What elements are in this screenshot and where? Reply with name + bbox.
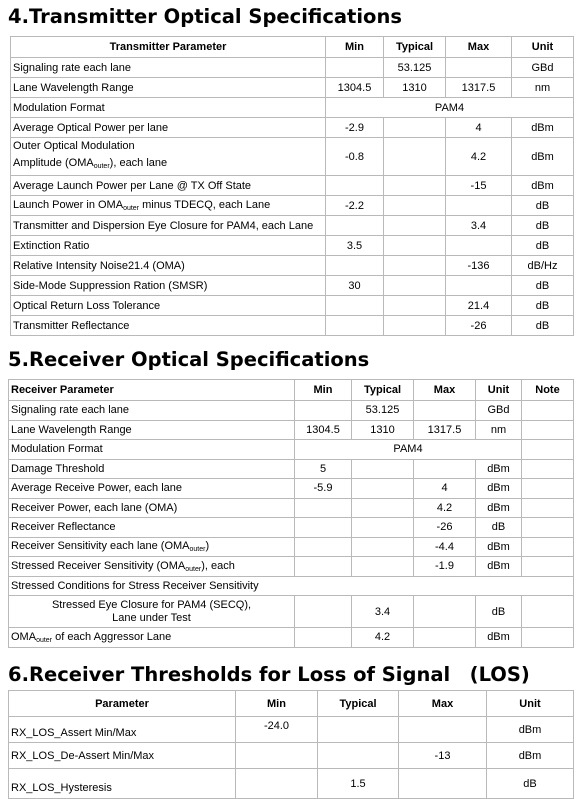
min-cell: [326, 176, 384, 196]
max-cell: 1317.5: [446, 78, 512, 98]
param-cell: Average Receive Power, each lane: [9, 479, 295, 499]
typ-cell: 1310: [352, 420, 414, 440]
typ-cell: [352, 537, 414, 557]
table-row: [11, 216, 574, 236]
unit-cell: dBm: [487, 743, 574, 769]
tx-header-row: [11, 37, 574, 58]
rx-header-note: Note: [522, 380, 574, 401]
param-cell: Receiver Power, each lane (OMA): [9, 498, 295, 518]
unit-cell: dB/Hz: [512, 256, 574, 276]
los-spec-table: [8, 690, 574, 799]
unit-cell: dBm: [487, 717, 574, 743]
unit-cell: dB: [512, 316, 574, 336]
param-cell: Extinction Ratio: [11, 236, 326, 256]
note-cell: [522, 628, 574, 648]
table-row: [9, 628, 574, 648]
max-cell: 4.2: [414, 498, 476, 518]
param-cell: [9, 537, 295, 557]
typ-cell: [352, 479, 414, 499]
min-cell: [326, 58, 384, 78]
unit-cell: dBm: [476, 537, 522, 557]
unit-cell: dB: [512, 216, 574, 236]
min-cell: 5: [295, 459, 352, 479]
min-cell: [295, 401, 352, 421]
rx-header-typ: Typical: [352, 380, 414, 401]
note-cell: [522, 479, 574, 499]
rx-header-unit: Unit: [476, 380, 522, 401]
min-cell: [326, 296, 384, 316]
los-header-unit: Unit: [487, 691, 574, 717]
subscript: outer: [185, 565, 202, 573]
unit-cell: dBm: [476, 479, 522, 499]
subscript: outer: [93, 163, 110, 170]
unit-cell: dB: [476, 596, 522, 628]
table-row: [9, 440, 574, 460]
table-row: [9, 576, 574, 596]
note-cell: [522, 596, 574, 628]
min-cell: -5.9: [295, 479, 352, 499]
min-cell: -24.0: [236, 717, 318, 743]
note-cell: [522, 401, 574, 421]
los-header-param: Parameter: [9, 691, 236, 717]
los-header-row: [9, 691, 574, 717]
los-header-min: Min: [236, 691, 318, 717]
param-cell: RX_LOS_Assert Min/Max: [9, 717, 236, 743]
param-text-b: ), each: [201, 559, 235, 572]
param-cell: Damage Threshold: [9, 459, 295, 479]
param-cell: Transmitter Reflectance: [11, 316, 326, 336]
unit-cell: dB: [487, 769, 574, 799]
unit-cell: nm: [476, 420, 522, 440]
max-cell: -1.9: [414, 557, 476, 577]
typ-cell: [384, 138, 446, 176]
max-cell: [446, 58, 512, 78]
rx-header-min: Min: [295, 380, 352, 401]
tx-section-title: 4.Transmitter Optical Specifications: [8, 5, 402, 28]
param-cell: Optical Return Loss Tolerance: [11, 296, 326, 316]
param-cell: [9, 628, 295, 648]
note-cell: [522, 420, 574, 440]
stressed-conditions-cell: Stressed Conditions for Stress Receiver Sensitivity: [9, 576, 574, 596]
table-row: [9, 498, 574, 518]
param-cell: [11, 196, 326, 216]
max-cell: [414, 401, 476, 421]
typ-cell: [384, 236, 446, 256]
rx-spec-table: [8, 379, 574, 648]
max-cell: 21.4: [446, 296, 512, 316]
param-cell: [9, 596, 295, 628]
param-cell: RX_LOS_Hysteresis: [9, 769, 236, 799]
typ-cell: [352, 518, 414, 538]
min-cell: [326, 216, 384, 236]
max-cell: 4: [446, 118, 512, 138]
param-cell: Transmitter and Dispersion Eye Closure for PAM4, each Lane: [11, 216, 326, 236]
param-cell: Signaling rate each lane: [9, 401, 295, 421]
min-cell: [295, 596, 352, 628]
max-cell: [414, 459, 476, 479]
max-cell: [446, 196, 512, 216]
max-cell: [414, 596, 476, 628]
param-line-1: Outer Optical Modulation: [13, 140, 135, 152]
param-text-a: OMA: [11, 630, 37, 643]
table-row: [11, 138, 574, 176]
param-cell: Lane Wavelength Range: [11, 78, 326, 98]
param-cell: RX_LOS_De-Assert Min/Max: [9, 743, 236, 769]
max-cell: -26: [446, 316, 512, 336]
unit-cell: dBm: [476, 498, 522, 518]
table-row: [9, 743, 574, 769]
typ-cell: 1.5: [318, 769, 399, 799]
unit-cell: dBm: [512, 176, 574, 196]
param-cell: Side-Mode Suppression Ration (SMSR): [11, 276, 326, 296]
min-cell: [326, 316, 384, 336]
note-cell: [522, 557, 574, 577]
min-cell: [295, 557, 352, 577]
unit-cell: dBm: [512, 138, 574, 176]
max-cell: [399, 717, 487, 743]
max-cell: -15: [446, 176, 512, 196]
table-row: [11, 296, 574, 316]
tx-header-param: Transmitter Parameter: [11, 37, 326, 58]
typ-cell: [384, 118, 446, 138]
typ-cell: [384, 276, 446, 296]
typ-cell: [352, 557, 414, 577]
min-cell: [295, 498, 352, 518]
max-cell: [399, 769, 487, 799]
typ-cell: 3.4: [352, 596, 414, 628]
typ-cell: [318, 743, 399, 769]
param-cell: Average Launch Power per Lane @ TX Off State: [11, 176, 326, 196]
table-row: [11, 176, 574, 196]
param-cell: [11, 138, 326, 176]
param-cell: Modulation Format: [11, 98, 326, 118]
typ-cell: 53.125: [352, 401, 414, 421]
param-line-2b: ), each lane: [109, 157, 168, 169]
tx-header-min: Min: [326, 37, 384, 58]
typ-cell: [384, 216, 446, 236]
min-cell: 1304.5: [295, 420, 352, 440]
typ-cell: [352, 498, 414, 518]
table-row: [9, 479, 574, 499]
unit-cell: dB: [512, 236, 574, 256]
tx-header-max: Max: [446, 37, 512, 58]
min-cell: [236, 769, 318, 799]
rx-header-max: Max: [414, 380, 476, 401]
max-cell: [414, 628, 476, 648]
los-header-typ: Typical: [318, 691, 399, 717]
param-text-a: Receiver Sensitivity each lane (OMA: [11, 540, 190, 553]
min-cell: [236, 743, 318, 769]
max-cell: 4.2: [446, 138, 512, 176]
max-cell: [446, 276, 512, 296]
note-cell: [522, 498, 574, 518]
param-cell: Lane Wavelength Range: [9, 420, 295, 440]
max-cell: 1317.5: [414, 420, 476, 440]
table-row: [11, 236, 574, 256]
max-cell: 4: [414, 479, 476, 499]
param-text-a: Launch Power in OMA: [13, 199, 124, 211]
typ-cell: 1310: [384, 78, 446, 98]
unit-cell: dBm: [476, 459, 522, 479]
table-row: [9, 459, 574, 479]
note-cell: [522, 440, 574, 460]
rx-header-row: [9, 380, 574, 401]
unit-cell: dBm: [476, 557, 522, 577]
param-text-b: of each Aggressor Lane: [52, 630, 172, 643]
param-text-b: ): [205, 540, 210, 553]
param-line-2a: Amplitude (OMA: [13, 157, 94, 169]
modulation-value-cell: PAM4: [326, 98, 574, 118]
table-row: [11, 118, 574, 138]
modulation-value-cell: PAM4: [295, 440, 522, 460]
max-cell: 3.4: [446, 216, 512, 236]
param-text-a: Stressed Receiver Sensitivity (OMA: [11, 559, 186, 572]
rx-section-title: 5.Receiver Optical Specifications: [8, 348, 370, 371]
typ-cell: 53.125: [384, 58, 446, 78]
rx-header-param: Receiver Parameter: [9, 380, 295, 401]
unit-cell: dB: [512, 196, 574, 216]
table-row: [9, 769, 574, 799]
max-cell: -4.4: [414, 537, 476, 557]
min-cell: -2.9: [326, 118, 384, 138]
param-line-1: Stressed Eye Closure for PAM4 (SECQ),: [51, 598, 252, 611]
param-cell: Receiver Reflectance: [9, 518, 295, 538]
min-cell: 3.5: [326, 236, 384, 256]
param-cell: Average Optical Power per lane: [11, 118, 326, 138]
subscript: outer: [123, 205, 140, 212]
table-row: [11, 196, 574, 216]
max-cell: -13: [399, 743, 487, 769]
table-row: [9, 557, 574, 577]
typ-cell: [384, 176, 446, 196]
table-row: [11, 58, 574, 78]
min-cell: -0.8: [326, 138, 384, 176]
unit-cell: GBd: [476, 401, 522, 421]
note-cell: [522, 518, 574, 538]
subscript: outer: [36, 636, 53, 644]
param-cell: Signaling rate each lane: [11, 58, 326, 78]
typ-cell: [384, 296, 446, 316]
typ-cell: [384, 196, 446, 216]
typ-cell: [352, 459, 414, 479]
table-row: [9, 537, 574, 557]
los-header-max: Max: [399, 691, 487, 717]
typ-cell: [318, 717, 399, 743]
unit-cell: GBd: [512, 58, 574, 78]
table-row: [9, 420, 574, 440]
typ-cell: [384, 256, 446, 276]
subscript: outer: [189, 546, 206, 554]
min-cell: [295, 537, 352, 557]
los-section-title: 6.Receiver Thresholds for Loss of Signal (LOS): [8, 663, 530, 686]
unit-cell: dBm: [476, 628, 522, 648]
tx-header-typ: Typical: [384, 37, 446, 58]
table-row: [11, 98, 574, 118]
table-row: [11, 256, 574, 276]
min-cell: 1304.5: [326, 78, 384, 98]
min-cell: [326, 256, 384, 276]
tx-header-unit: Unit: [512, 37, 574, 58]
param-line-2: Lane under Test: [112, 611, 191, 624]
min-cell: [295, 518, 352, 538]
unit-cell: dB: [476, 518, 522, 538]
typ-cell: [384, 316, 446, 336]
max-cell: -136: [446, 256, 512, 276]
unit-cell: nm: [512, 78, 574, 98]
table-row: [9, 401, 574, 421]
min-cell: -2.2: [326, 196, 384, 216]
table-row: [9, 518, 574, 538]
param-cell: Relative Intensity Noise21.4 (OMA): [11, 256, 326, 276]
min-cell: [295, 628, 352, 648]
max-cell: [446, 236, 512, 256]
max-cell: -26: [414, 518, 476, 538]
unit-cell: dB: [512, 296, 574, 316]
table-row: [9, 596, 574, 628]
table-row: [11, 276, 574, 296]
unit-cell: dB: [512, 276, 574, 296]
param-cell: [9, 557, 295, 577]
note-cell: [522, 537, 574, 557]
unit-cell: dBm: [512, 118, 574, 138]
table-row: [9, 717, 574, 743]
note-cell: [522, 459, 574, 479]
typ-cell: 4.2: [352, 628, 414, 648]
param-cell: Modulation Format: [9, 440, 295, 460]
min-cell: 30: [326, 276, 384, 296]
param-text-b: minus TDECQ, each Lane: [139, 199, 271, 211]
table-row: [11, 316, 574, 336]
table-row: [11, 78, 574, 98]
tx-spec-table: [10, 36, 574, 336]
